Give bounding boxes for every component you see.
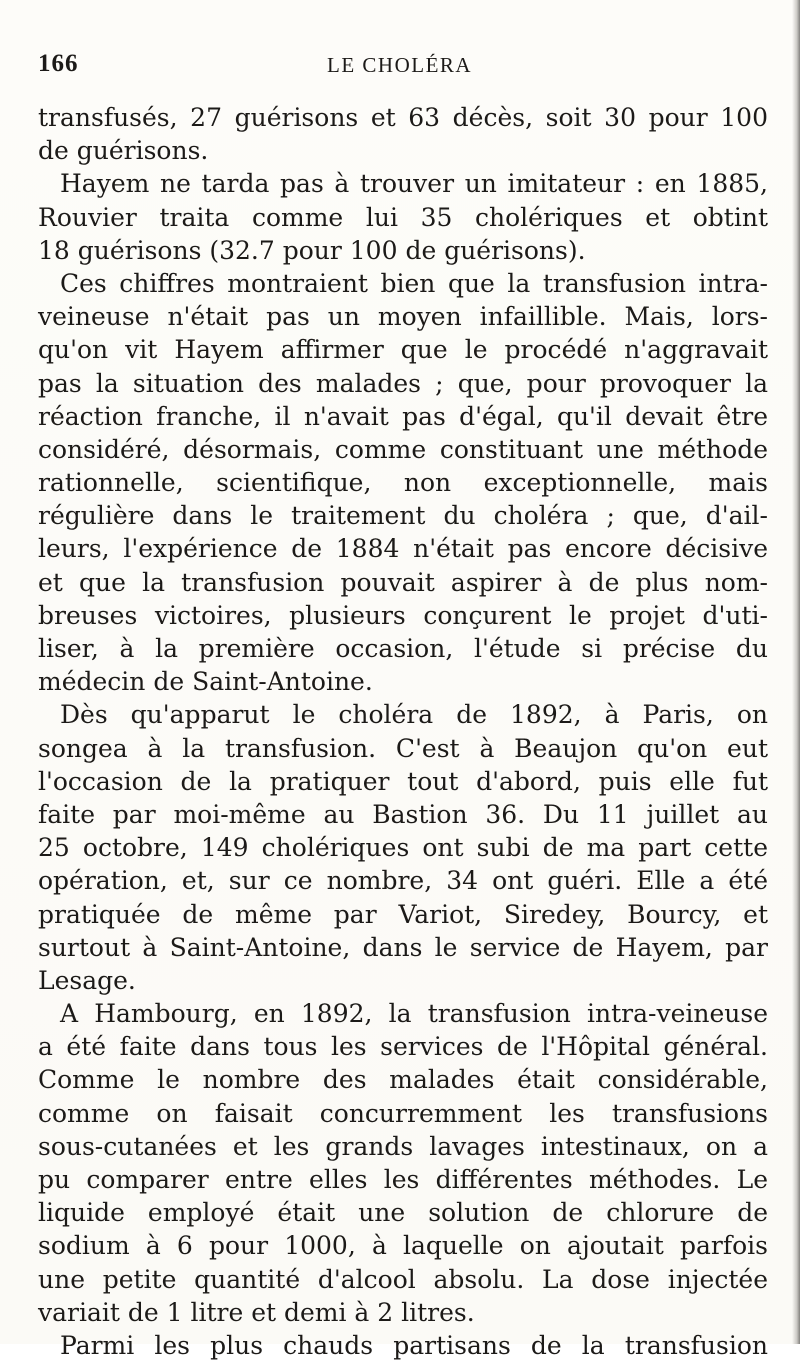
text-line: comme on faisait concurremment les transfusions [38, 1098, 768, 1128]
text-line: rationnelle, scientifique, non exceptionnelle, mais [38, 468, 768, 498]
text-line: Comme le nombre des malades était considérable, [38, 1065, 768, 1095]
text-line: sous-cutanées et les grands lavages intestinaux, on a [38, 1131, 768, 1161]
text-line: a été faite dans tous les services de l'Hôpital général. [38, 1032, 768, 1062]
text-line: liser, à la première occasion, l'étude si précise du [38, 634, 768, 663]
text-line: de guérisons. [38, 136, 209, 166]
text-line: faite par moi-même au Bastion 36. Du 11 juillet au [38, 799, 768, 829]
text-line: liquide employé était une solution de chlorure de [38, 1198, 768, 1228]
text-line: pratiquée de même par Variot, Siredey, Bourcy, et [38, 899, 768, 929]
text-line: variait de 1 litre et demi à 2 litres. [38, 1297, 475, 1327]
text-line: breuses victoires, plusieurs conçurent le projet d'uti- [38, 600, 768, 630]
text-line: Parmi les plus chauds partisans de la transfusion [60, 1330, 768, 1360]
text-line: leurs, l'expérience de 1884 n'était pas encore décisive [38, 534, 768, 564]
text-line: médecin de Saint-Antoine. [38, 667, 373, 697]
text-line: opération, et, sur ce nombre, 34 ont guéri. Elle a été [38, 866, 768, 896]
running-head: LE CHOLÉRA [327, 53, 473, 77]
text-line: pu comparer entre elles les différentes méthodes. Le [38, 1165, 768, 1194]
body-text [38, 101, 768, 1362]
text-line: et que la transfusion pouvait aspirer à de plus nom- [38, 567, 768, 597]
text-line: Rouvier traita comme lui 35 cholériques et obtint [38, 202, 768, 232]
text-line: une petite quantité d'alcool absolu. La dose injectée [38, 1264, 768, 1294]
text-line: Ces chiffres montraient bien que la transfusion intra- [60, 268, 768, 298]
text-line: qu'on vit Hayem affirmer que le procédé n'aggravait [38, 335, 768, 365]
text-line: pas la situation des malades ; que, pour provoquer la [38, 368, 768, 398]
text-line: l'occasion de la pratiquer tout d'abord, puis elle fut [38, 766, 768, 796]
page-number: 166 [38, 50, 79, 77]
text-line: 25 octobre, 149 cholériques ont subi de ma part cette [38, 833, 768, 863]
text-line: considéré, désormais, comme constituant une méthode [38, 434, 768, 464]
text-line: 18 guérisons (32.7 pour 100 de guérisons). [38, 235, 586, 265]
text-line: Dès qu'apparut le choléra de 1892, à Paris, on [60, 700, 768, 730]
text-line: régulière dans le traitement du choléra ; que, d'ail- [38, 501, 768, 531]
text-line: Hayem ne tarda pas à trouver un imitateur : en 1885, [60, 169, 768, 199]
page-edge-shadow [792, 0, 800, 1344]
text-line: transfusés, 27 guérisons et 63 décès, soit 30 pour 100 [38, 103, 768, 132]
text-line: songea à la transfusion. C'est à Beaujon qu'on eut [38, 733, 768, 763]
text-line: surtout à Saint-Antoine, dans le service de Hayem, par [38, 932, 768, 962]
text-line: sodium à 6 pour 1000, à laquelle on ajoutait parfois [38, 1231, 768, 1261]
text-line: Lesage. [38, 965, 136, 995]
page-header [38, 50, 768, 86]
text-line: veineuse n'était pas un moyen infaillible. Mais, lors- [38, 302, 768, 332]
text-line: A Hambourg, en 1892, la transfusion intra-veineuse [60, 999, 768, 1029]
text-line: réaction franche, il n'avait pas d'égal, qu'il devait être [38, 401, 768, 431]
